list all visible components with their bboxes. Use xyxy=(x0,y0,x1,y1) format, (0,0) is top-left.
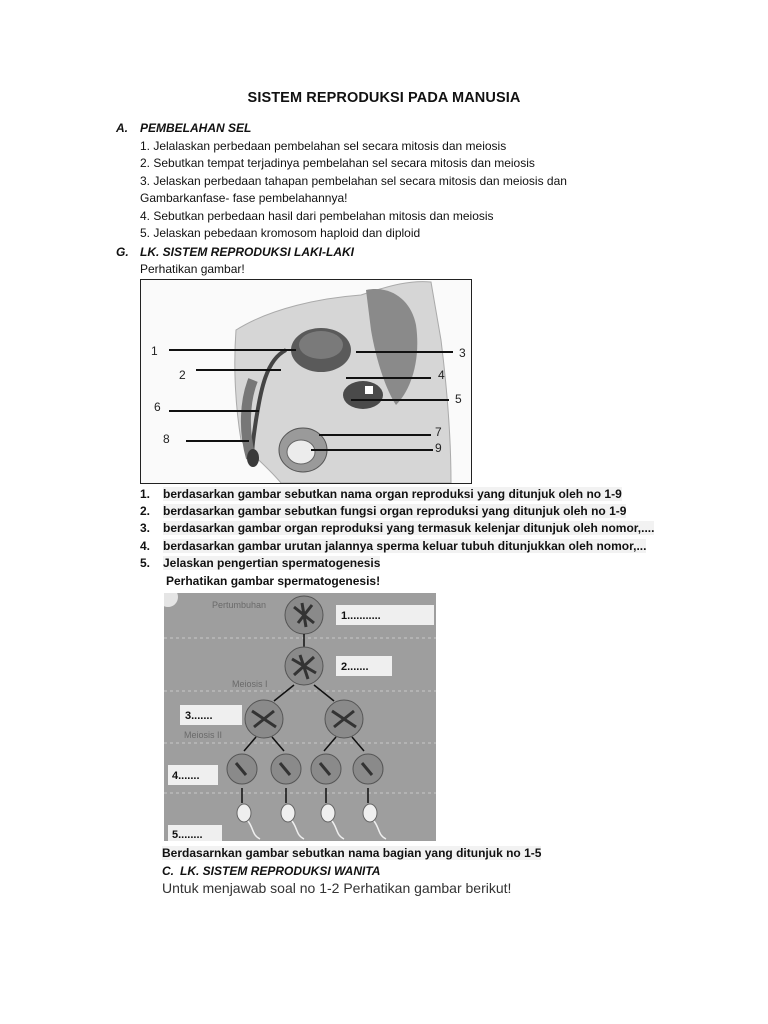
figure-label-7: 7 xyxy=(435,425,442,439)
section-g-heading: LK. SISTEM REPRODUKSI LAKI-LAKI xyxy=(140,245,355,259)
sperm-tail xyxy=(332,821,344,839)
question-text: Jelaskan pengertian spermatogenesis xyxy=(163,556,381,570)
blank-label-5: 5........ xyxy=(172,829,203,841)
question-number: 3. xyxy=(140,521,151,535)
figure-label-2: 2 xyxy=(179,368,186,382)
figure-label-5: 5 xyxy=(455,392,462,406)
section-a-item: 3. Jelaskan perbedaan tahapan pembelahan sel secara mitosis dan meiosis dan xyxy=(140,174,567,188)
blank-label-2: 2....... xyxy=(341,661,369,673)
male-reproductive-diagram xyxy=(141,280,471,483)
figure-label-8: 8 xyxy=(163,432,170,446)
sperm-icon xyxy=(281,804,295,822)
stage-meiosis1-label: Meiosis I xyxy=(232,679,268,689)
sperm-icon xyxy=(363,804,377,822)
sperm-icon xyxy=(237,804,251,822)
sperm-icon xyxy=(321,804,335,822)
figure-label-9: 9 xyxy=(435,441,442,455)
blank-label-1: 1........... xyxy=(341,610,381,622)
question-text: berdasarkan gambar sebutkan nama organ reproduksi yang ditunjuk oleh no 1-9 xyxy=(163,487,622,501)
male-reproductive-figure xyxy=(140,279,472,484)
body-silhouette xyxy=(235,282,451,483)
page-title: SISTEM REPRODUKSI PADA MANUSIA xyxy=(247,90,521,106)
sperm-tail xyxy=(248,821,260,839)
question-text: berdasarkan gambar urutan jalannya sperma keluar tubuh ditunjukkan oleh nomor,... xyxy=(163,539,647,553)
question-number: 1. xyxy=(140,487,151,501)
figure-label-1: 1 xyxy=(151,344,158,358)
blank-label-3: 3....... xyxy=(185,710,213,722)
question-number: 2. xyxy=(140,504,151,518)
bladder-inner-shape xyxy=(299,331,343,359)
prostate-shape xyxy=(343,381,383,409)
spermatogenesis-diagram xyxy=(164,593,436,841)
arrow xyxy=(352,737,364,751)
figure-label-3: 3 xyxy=(459,346,466,360)
section-g-marker: G. xyxy=(116,245,129,259)
sperm-tail xyxy=(374,821,386,839)
arrow xyxy=(314,685,334,701)
arrow xyxy=(274,685,294,701)
section-c-heading: LK. SISTEM REPRODUKSI WANITA xyxy=(180,864,381,878)
question-number: 5. xyxy=(140,556,151,570)
section-c-marker: C. xyxy=(162,864,174,878)
stage-pertumbuhan-label: Pertumbuhan xyxy=(212,600,267,610)
spermatogenesis-instruction: Perhatikan gambar spermatogenesis! xyxy=(166,574,381,588)
arrow xyxy=(272,737,284,751)
corner-decoration xyxy=(164,593,178,607)
spermatogenesis-figure xyxy=(164,593,436,841)
blank-label-4: 4....... xyxy=(172,770,200,782)
arrow xyxy=(244,737,256,751)
question-text: berdasarkan gambar sebutkan fungsi organ reproduksi yang ditunjuk oleh no 1-9 xyxy=(163,504,627,518)
section-a-marker: A. xyxy=(116,121,128,135)
figure-label-4: 4 xyxy=(438,368,445,382)
question-number: 4. xyxy=(140,539,151,553)
section-g-instruction: Perhatikan gambar! xyxy=(140,262,245,276)
marker-square xyxy=(365,386,373,394)
glans-shape xyxy=(247,449,259,467)
section-a-heading: PEMBELAHAN SEL xyxy=(140,121,252,135)
arrow xyxy=(324,737,336,751)
question-text: berdasarkan gambar organ reproduksi yang termasuk kelenjar ditunjuk oleh nomor,.... xyxy=(163,521,655,535)
figure-label-6: 6 xyxy=(154,400,161,414)
stage-meiosis2-label: Meiosis II xyxy=(184,730,223,740)
spermatogenesis-question: Berdasarnkan gambar sebutkan nama bagian yang ditunjuk no 1-5 xyxy=(162,846,542,860)
section-a-item: 1. Jelalaskan perbedaan pembelahan sel secara mitosis dan meiosis xyxy=(140,139,507,153)
section-a-item: Gambarkanfase- fase pembelahannya! xyxy=(140,191,348,205)
section-a-item: 2. Sebutkan tempat terjadinya pembelahan sel secara mitosis dan meiosis xyxy=(140,156,535,170)
sperm-tail xyxy=(292,821,304,839)
section-a-item: 5. Jelaskan pebedaan kromosom haploid dan diploid xyxy=(140,226,421,240)
testis-shape xyxy=(287,440,315,464)
section-c-instruction: Untuk menjawab soal no 1-2 Perhatikan gambar berikut! xyxy=(162,880,512,896)
section-a-item: 4. Sebutkan perbedaan hasil dari pembelahan mitosis dan meiosis xyxy=(140,209,494,223)
